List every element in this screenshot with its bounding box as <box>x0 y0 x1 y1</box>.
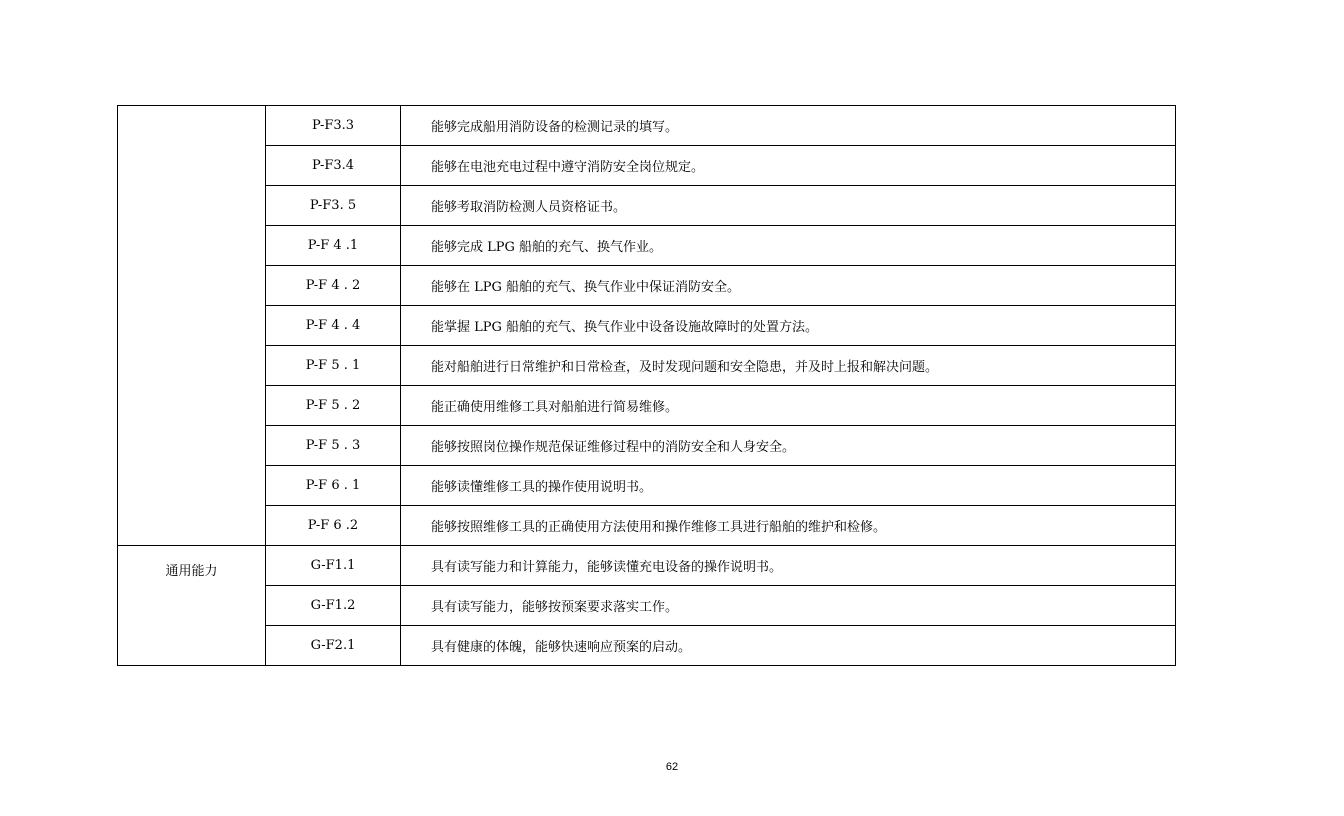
table-row <box>118 626 1176 666</box>
page-number: 62 <box>665 761 679 773</box>
table-row <box>118 186 1176 226</box>
table-row <box>118 586 1176 626</box>
code-cell: G-F1.1 <box>266 546 401 586</box>
code-cell: P-F 6 . 1 <box>266 466 401 506</box>
table-row <box>118 226 1176 266</box>
code-cell: P-F 5 . 2 <box>266 386 401 426</box>
description-cell: 能正确使用维修工具对船舶进行简易维修。 <box>401 386 1176 426</box>
table-row <box>118 386 1176 426</box>
table-body <box>118 106 1176 666</box>
code-cell: P-F 6 .2 <box>266 506 401 546</box>
description-cell: 能够读懂维修工具的操作使用说明书。 <box>401 466 1176 506</box>
table-row <box>118 426 1176 466</box>
description-cell: 能对船舶进行日常维护和日常检查，及时发现问题和安全隐患，并及时上报和解决问题。 <box>401 346 1176 386</box>
description-cell: 能够考取消防检测人员资格证书。 <box>401 186 1176 226</box>
code-cell: P-F 4 .1 <box>266 226 401 266</box>
code-cell: G-F1.2 <box>266 586 401 626</box>
competency-table <box>117 105 1176 666</box>
table-row <box>118 506 1176 546</box>
code-cell: P-F3.3 <box>266 106 401 146</box>
category-cell: 通用能力 <box>118 546 266 666</box>
code-cell: P-F 4 . 4 <box>266 306 401 346</box>
description-cell: 能够按照维修工具的正确使用方法使用和操作维修工具进行船舶的维护和检修。 <box>401 506 1176 546</box>
table-row <box>118 266 1176 306</box>
description-cell: 能掌握 LPG 船舶的充气、换气作业中设备设施故障时的处置方法。 <box>401 306 1176 346</box>
code-cell: G-F2.1 <box>266 626 401 666</box>
category-cell <box>118 106 266 546</box>
description-cell: 具有读写能力，能够按预案要求落实工作。 <box>401 586 1176 626</box>
table-row <box>118 146 1176 186</box>
table-row <box>118 466 1176 506</box>
description-cell: 能够完成 LPG 船舶的充气、换气作业。 <box>401 226 1176 266</box>
table-row <box>118 106 1176 146</box>
table-row <box>118 546 1176 586</box>
description-cell: 能够按照岗位操作规范保证维修过程中的消防安全和人身安全。 <box>401 426 1176 466</box>
code-cell: P-F 5 . 1 <box>266 346 401 386</box>
code-cell: P-F 5 . 3 <box>266 426 401 466</box>
code-cell: P-F3.4 <box>266 146 401 186</box>
description-cell: 能够在电池充电过程中遵守消防安全岗位规定。 <box>401 146 1176 186</box>
table-row <box>118 306 1176 346</box>
description-cell: 具有健康的体魄，能够快速响应预案的启动。 <box>401 626 1176 666</box>
table-row <box>118 346 1176 386</box>
description-cell: 具有读写能力和计算能力，能够读懂充电设备的操作说明书。 <box>401 546 1176 586</box>
code-cell: P-F3. 5 <box>266 186 401 226</box>
description-cell: 能够完成船用消防设备的检测记录的填写。 <box>401 106 1176 146</box>
code-cell: P-F 4 . 2 <box>266 266 401 306</box>
description-cell: 能够在 LPG 船舶的充气、换气作业中保证消防安全。 <box>401 266 1176 306</box>
